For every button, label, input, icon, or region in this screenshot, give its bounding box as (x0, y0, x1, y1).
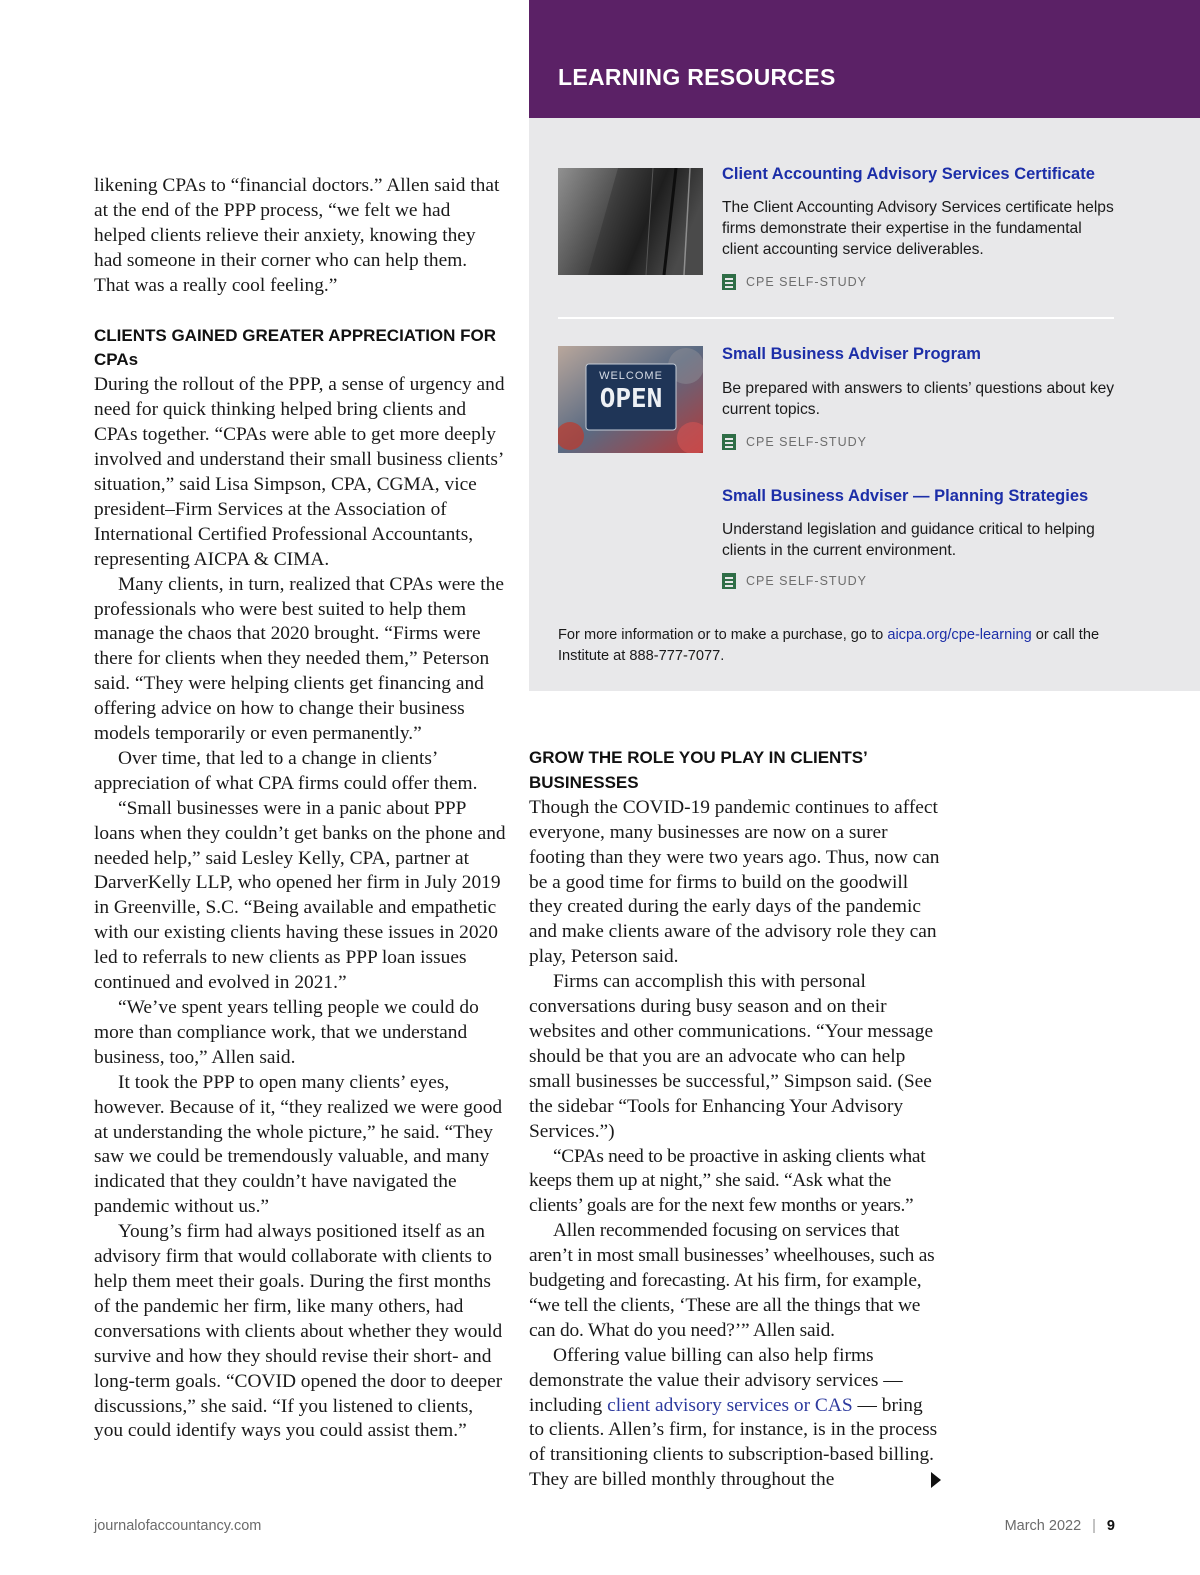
article-paragraph: Though the COVID-19 pandemic continues to affect everyone, many businesses are now on a surer footing than they were two years ago. Thus, now can be a good time for firms to build on the goodwill they created during the early days of the pandemic and make clients aware of the advisory role they can play, Peterson said. (529, 796, 940, 968)
footer-date: March 2022 (1004, 1518, 1082, 1534)
article-paragraph: “CPAs need to be proactive in asking clients what keeps them up at night,” she said. “Ask what the clients’ goals are for the next few months or years.” (529, 1145, 926, 1217)
open-sign-image (558, 346, 703, 453)
cpe-format-label: CPE SELF-STUDY (722, 572, 867, 590)
resource-thumbnail-image (558, 168, 703, 275)
article-paragraph: During the rollout of the PPP, a sense of urgency and need for quick thinking helped bring clients and CPAs together. “CPAs were able to get more deeply involved and understand their small business clients’ situation,” said Lisa Simpson, CPA, CGMA, vice president–Firm Services at the Association of International Certified Professional Accountants, representing AICPA & CIMA. (94, 374, 505, 570)
document-icon (722, 274, 736, 290)
article-paragraph: Over time, that led to a change in clients’ appreciation of what CPA firms could offer them. (94, 747, 478, 794)
article-paragraph: Allen recommended focusing on services that aren’t in most small businesses’ wheelhouses, such as budgeting and forecasting. At his firm, for example, “we tell the clients, ‘These are all the things that we can do. What do you need?’” Allen said. (529, 1220, 935, 1341)
resource-description: Be prepared with answers to clients’ questions about key current topics. (722, 380, 1115, 418)
sign-welcome-text: WELCOME (599, 370, 663, 382)
article-paragraph: likening CPAs to “financial doctors.” Allen said that at the end of the PPP process, “we felt we had helped clients relieve their anxiety, knowing they had someone in their corner who can help them. That was a really cool feeling.” (94, 175, 500, 296)
document-icon (722, 434, 736, 450)
resource-description: Understand legislation and guidance critical to helping clients in the current environment. (722, 521, 1095, 559)
resource-title-link[interactable]: Small Business Adviser — Planning Strategies (722, 487, 1089, 505)
article-paragraph: It took the PPP to open many clients’ eyes, however. Because of it, “they realized we were good at understanding the whole picture,” he said. “They saw we could be tremendously valuable, and many indicated that they couldn’t have navigated the pandemic without us.” (94, 1071, 503, 1218)
article-paragraph: “Small businesses were in a panic about PPP loans when they couldn’t get banks on the phone and needed help,” said Lesley Kelly, CPA, partner at DarverKelly LLP, who opened her firm in July 2019 in Greenville, S.C. “Being available and empathetic with our existing clients having these issues in 2020 led to referrals to new clients as PPP loan issues continued and evolved in 2021.” (94, 797, 506, 994)
article-right-column (529, 746, 941, 1493)
page-number: 9 (1106, 1518, 1115, 1534)
resource-description: The Client Accounting Advisory Services certificate helps firms demonstrate their expertise in the fundamental client accounting service deliverables. (722, 199, 1114, 258)
footer-page-info (1005, 1518, 1115, 1534)
section-heading: GROW THE ROLE YOU PLAY IN CLIENTS’ BUSINESSES (529, 748, 867, 792)
article-paragraph: Firms can accomplish this with personal conversations during busy season and on their websites and other communications. “Your message should be that you are an advocate who can help small businesses be successful,” Simpson said. (See the sidebar “Tools for Enhancing Your Advisory Services.”) (529, 971, 934, 1142)
learning-resources-header (529, 0, 1200, 118)
cpe-format-label: CPE SELF-STUDY (722, 433, 867, 451)
article-left-column (94, 174, 506, 1444)
cas-article-link[interactable]: client advisory services or CAS (607, 1394, 853, 1416)
article-paragraph: Offering value billing can also help firms demonstrate the value their advisory services — including client advisory services or CAS — bring to clients. Allen’s firm, for instance, is in the process of transitioning clients to subscription-based billing. They are billed monthly throughout the (529, 1344, 938, 1491)
footer-separator: | (1092, 1518, 1096, 1534)
cpe-learning-link[interactable]: aicpa.org/cpe-learning (887, 627, 1032, 643)
learning-resources-title: LEARNING RESOURCES (558, 64, 836, 90)
section-heading: CLIENTS GAINED GREATER APPRECIATION FOR CPAs (94, 325, 497, 370)
more-info-text: For more information or to make a purchase, go to aicpa.org/cpe-learning or call the Institute at 888-777-7077. (558, 627, 1100, 664)
article-paragraph: “We’ve spent years telling people we could do more than compliance work, that we understand business, too,” Allen said. (94, 997, 479, 1068)
resource-divider (558, 317, 1114, 319)
document-icon (722, 573, 736, 589)
resource-title-link[interactable]: Client Accounting Advisory Services Certificate (722, 165, 1095, 183)
resource-title-link[interactable]: Small Business Adviser Program (722, 345, 981, 363)
continue-arrow-icon (931, 1472, 941, 1488)
cpe-format-label: CPE SELF-STUDY (722, 273, 867, 291)
article-paragraph: Many clients, in turn, realized that CPAs were the professionals who were best suited to help them manage the chaos that 2020 brought. “Firms were there for clients when they needed them,” Peterson said. “They were helping clients get financing and offering advice on how to change their business models temporarily or even permanently.” (94, 573, 504, 745)
article-paragraph: Young’s firm had always positioned itself as an advisory firm that would collaborate with clients to help them meet their goals. During the first months of the pandemic her firm, like many others, had conversations with clients about whether they would survive and how they should revise their short- and long-term goals. “COVID opened the door to deeper discussions,” she said. “If you listened to clients, you could identify ways you could assist them.” (94, 1221, 503, 1442)
footer-site: journalofaccountancy.com (94, 1518, 262, 1534)
sign-open-text: OPEN (599, 384, 663, 414)
